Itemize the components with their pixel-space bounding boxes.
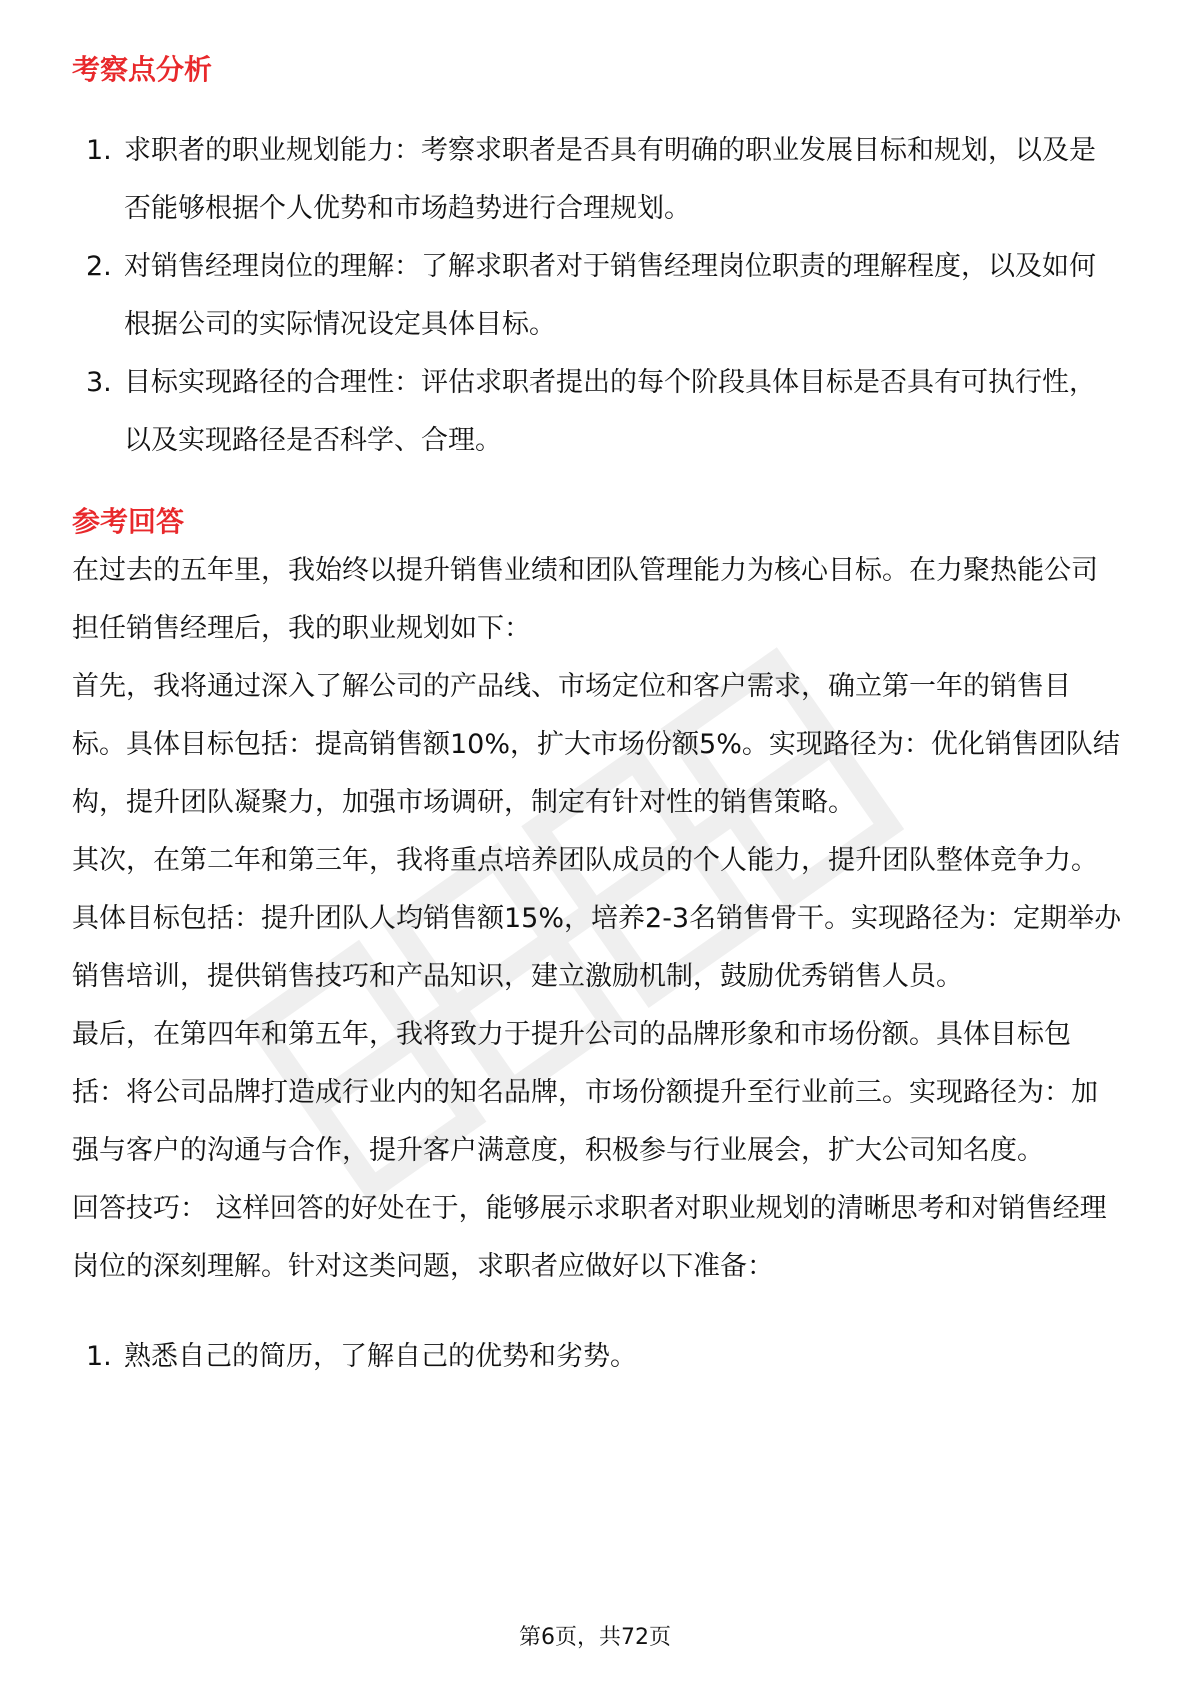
list-item xyxy=(72,354,1122,470)
answer-paragraph: 最后，在第四年和第五年，我将致力于提升公司的品牌形象和市场份额。具体目标包括：将公司品牌打造成行业内的知名品牌，市场份额提升至行业前三。实现路径为：加强与客户的沟通与合作，提升客户满意度，积极参与行业展会，扩大公司知名度。 xyxy=(72,1019,1098,1166)
tips-list xyxy=(72,1328,1122,1386)
answer-tips-paragraph: 回答技巧： 这样回答的好处在于，能够展示求职者对职业规划的清晰思考和对销售经理岗位的深刻理解。针对这类问题，求职者应做好以下准备： xyxy=(72,1193,1107,1282)
document-content xyxy=(72,44,1122,1386)
list-item-number: 3. xyxy=(86,367,112,398)
answer-paragraph: 在过去的五年里，我始终以提升销售业绩和团队管理能力为核心目标。在力聚热能公司担任销售经理后，我的职业规划如下： xyxy=(72,555,1098,644)
list-item xyxy=(72,1328,1122,1386)
list-item-text: 对销售经理岗位的理解：了解求职者对于销售经理岗位职责的理解程度，以及如何根据公司的实际情况设定具体目标。 xyxy=(124,251,1096,340)
section-title-analysis: 考察点分析 xyxy=(72,53,213,86)
answer-paragraph: 首先，我将通过深入了解公司的产品线、市场定位和客户需求，确立第一年的销售目标。具体目标包括：提高销售额10%，扩大市场份额5%。实现路径为：优化销售团队结构，提升团队凝聚力，加强市场调研，制定有针对性的销售策略。 xyxy=(72,671,1120,818)
section-title-reference-answer: 参考回答 xyxy=(72,505,185,538)
list-item-number: 1. xyxy=(86,1341,112,1372)
list-item xyxy=(72,122,1122,238)
list-item xyxy=(72,238,1122,354)
list-item-text: 目标实现路径的合理性：评估求职者提出的每个阶段具体目标是否具有可执行性，以及实现路径是否科学、合理。 xyxy=(124,367,1096,456)
page-number-footer: 第6页，共72页 xyxy=(519,1625,671,1650)
list-item-number: 1. xyxy=(86,135,112,166)
answer-paragraph: 其次，在第二年和第三年，我将重点培养团队成员的个人能力，提升团队整体竞争力。具体目标包括：提升团队人均销售额15%，培养2-3名销售骨干。实现路径为：定期举办销售培训，提供销售技巧和产品知识，建立激励机制，鼓励优秀销售人员。 xyxy=(72,845,1122,992)
list-item-text: 求职者的职业规划能力：考察求职者是否具有明确的职业发展目标和规划，以及是否能够根据个人优势和市场趋势进行合理规划。 xyxy=(124,135,1096,224)
list-item-number: 2. xyxy=(86,251,112,282)
list-item-text: 熟悉自己的简历，了解自己的优势和劣势。 xyxy=(124,1341,637,1372)
analysis-list xyxy=(72,122,1122,470)
